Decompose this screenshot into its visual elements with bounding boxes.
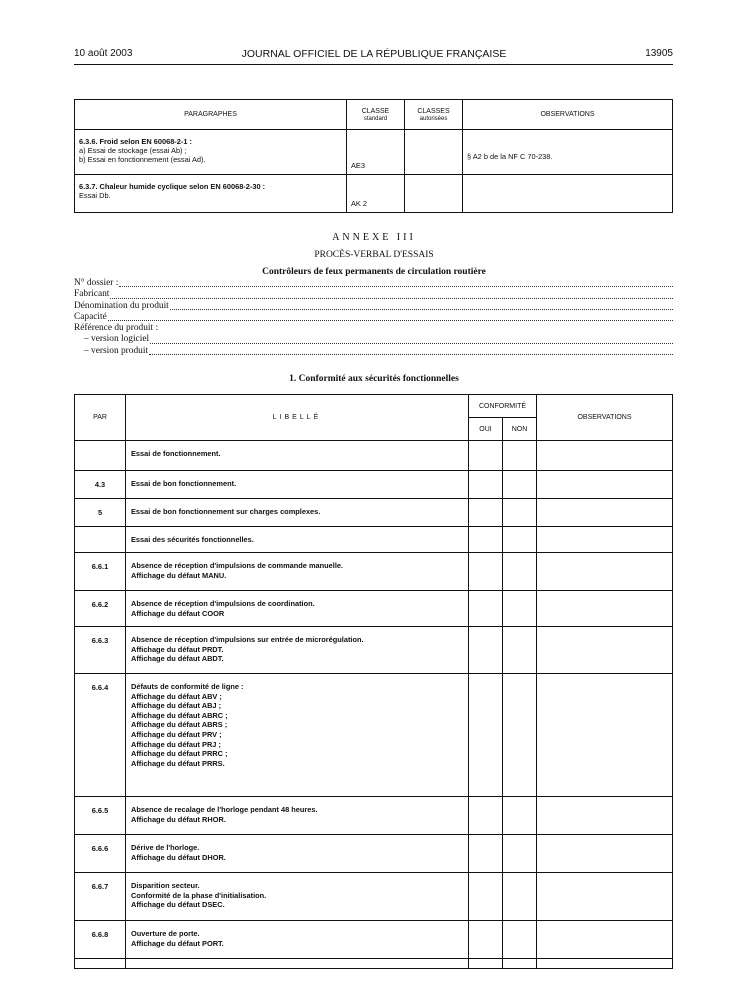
libelle-line: Essai de bon fonctionnement. [131,479,237,488]
non-cell[interactable] [503,959,537,969]
oui-cell[interactable] [469,441,503,471]
field-dotted-line [110,297,673,299]
conformity-row [75,527,673,553]
libelle-line: Affichage du défaut RHOR. [131,814,226,824]
conformity-row [75,627,673,674]
non-cell[interactable] [503,527,537,553]
par-cell [75,959,126,969]
libelle-line: Affichage du défaut ABDT. [131,654,224,664]
libelle-line: Affichage du défaut PRDT. [131,644,224,654]
header-date: 10 août 2003 [74,48,133,59]
classe-standard-cell: AK 2 [347,175,405,213]
header-journal-title: JOURNAL OFFICIEL DE LA RÉPUBLIQUE FRANÇAISE [241,48,507,60]
field-label: – version logiciel [84,334,150,345]
section-title: 1. Conformité aux sécurités fonctionnelles [289,374,459,384]
libelle-line: Affichage du défaut ABRC ; [131,710,228,720]
par-cell: 5 [75,499,126,527]
par-cell: 6.6.6 [75,835,126,873]
annex-heading: Contrôleurs de feux permanents de circulation routière [262,267,486,277]
field-dotted-line [150,342,673,344]
dossier-fields [74,278,673,357]
conformity-row [75,674,673,797]
conformity-row [75,591,673,627]
libelle-line: Absence de réception d'impulsions de commande manuelle. [131,561,344,570]
classification-row [75,175,673,213]
observation-cell[interactable] [537,797,673,835]
field-dotted-line [149,353,673,355]
par-cell: 6.6.2 [75,591,126,627]
libelle-line: Affichage du défaut ABJ ; [131,701,222,711]
par-cell: 6.6.5 [75,797,126,835]
libelle-line: Absence de réception d'impulsions sur entrée de microrégulation. [131,635,364,644]
libelle-cell [126,797,469,835]
field-label: Capacité [74,311,107,322]
col-classe-standard: CLASSE standard [347,100,405,130]
paragraph-cell [75,130,347,175]
libelle-line: Affichage du défaut DSEC. [131,900,225,910]
libelle-cell [126,873,469,921]
libelle-cell [126,471,469,499]
col-par: PAR [75,395,126,441]
libelle-line: Absence de réception d'impulsions de coordination. [131,599,315,608]
libelle-line: Absence de recalage de l'horloge pendant 48 heures. [131,805,318,814]
conformity-row [75,873,673,921]
libelle-line: Ouverture de porte. [131,929,200,938]
field-dotted-line [170,308,673,310]
oui-cell[interactable] [469,835,503,873]
par-cell: 6.6.8 [75,921,126,959]
observation-cell[interactable] [537,441,673,471]
libelle-line: Affichage du défaut PRRS. [131,758,225,768]
libelle-line: Affichage du défaut COOR [131,608,225,618]
non-cell[interactable] [503,591,537,627]
non-cell[interactable] [503,674,537,797]
col-observations-main: OBSERVATIONS [537,395,673,441]
libelle-cell [126,499,469,527]
classes-autorisees-cell [405,175,463,213]
oui-cell[interactable] [469,873,503,921]
libelle-line: Disparition secteur. [131,881,200,890]
conformity-row [75,921,673,959]
oui-cell[interactable] [469,797,503,835]
libelle-line: Affichage du défaut ABV ; [131,691,222,701]
field-dotted-line [119,285,673,287]
libelle-cell [126,591,469,627]
observation-cell[interactable] [537,873,673,921]
classification-row [75,130,673,175]
paragraph-line: Essai Db. [79,191,111,200]
libelle-line: Affichage du défaut PRV ; [131,729,222,739]
field-label: Référence du produit : [74,323,159,334]
observation-cell[interactable] [537,674,673,797]
non-cell[interactable] [503,471,537,499]
non-cell[interactable] [503,873,537,921]
classes-autorisees-cell [405,130,463,175]
observation-cell[interactable] [537,499,673,527]
classe-standard-cell: AE3 [347,130,405,175]
dossier-field [74,289,673,300]
col-conformite: CONFORMITÉ [469,395,537,418]
libelle-cell [126,921,469,959]
observation-cell[interactable] [537,527,673,553]
observation-cell[interactable] [537,835,673,873]
field-label: N° dossier : [74,278,119,288]
observation-cell[interactable] [537,959,673,969]
conformity-row [75,959,673,969]
libelle-cell [126,674,469,797]
oui-cell[interactable] [469,921,503,959]
oui-cell[interactable] [469,627,503,674]
par-cell [75,527,126,553]
libelle-line: Essai de fonctionnement. [131,449,221,458]
observation-cell[interactable] [537,921,673,959]
oui-cell[interactable] [469,553,503,591]
paragraph-title: 6.3.6. Froid selon EN 60068-2-1 : [79,137,192,146]
libelle-cell [126,627,469,674]
paragraph-title: 6.3.7. Chaleur humide cyclique selon EN 60068-2-30 : [79,182,266,191]
libelle-line: Défauts de conformité de ligne : [131,682,244,691]
libelle-cell [126,527,469,553]
observation-cell [463,175,673,213]
par-cell: 6.6.7 [75,873,126,921]
dossier-field [74,346,673,357]
libelle-cell [126,959,469,969]
oui-cell[interactable] [469,591,503,627]
libelle-line: Affichage du défaut PORT. [131,938,224,948]
col-classes-autorisees: CLASSES autorisées [405,100,463,130]
col-oui: OUI [469,418,503,441]
oui-cell[interactable] [469,499,503,527]
conformity-row [75,471,673,499]
oui-cell[interactable] [469,471,503,499]
dossier-field [74,278,673,289]
par-cell: 4.3 [75,471,126,499]
dossier-field [74,334,673,345]
libelle-line: Essai de bon fonctionnement sur charges complexes. [131,507,321,516]
libelle-cell [126,553,469,591]
field-label: Fabricant [74,289,110,300]
par-cell: 6.6.1 [75,553,126,591]
libelle-line: Dérive de l'horloge. [131,843,200,852]
header-rule [74,64,673,65]
col-libelle: LIBELLÉ [126,395,469,441]
observation-cell[interactable] [537,471,673,499]
paragraph-line: a) Essai de stockage (essai Ab) ; [79,146,187,155]
dossier-field [74,301,673,312]
non-cell[interactable] [503,627,537,674]
libelle-line: Affichage du défaut DHOR. [131,852,226,862]
libelle-line: Affichage du défaut PRJ ; [131,739,221,749]
col-paragraphes: PARAGRAPHES [75,100,347,130]
non-cell[interactable] [503,835,537,873]
conformity-row [75,499,673,527]
header-page-number: 13905 [645,48,673,59]
paragraph-line: b) Essai en fonctionnement (essai Ad). [79,155,206,164]
dossier-field [74,312,673,323]
observation-cell[interactable] [537,591,673,627]
libelle-cell [126,835,469,873]
col-observations: OBSERVATIONS [463,100,673,130]
libelle-cell [126,441,469,471]
libelle-line: Affichage du défaut PRRC ; [131,749,228,759]
libelle-line: Essai des sécurités fonctionnelles. [131,535,254,544]
non-cell[interactable] [503,797,537,835]
libelle-line: Affichage du défaut ABRS ; [131,720,228,730]
libelle-line: Conformité de la phase d'initialisation. [131,890,267,900]
observation-cell[interactable] [537,553,673,591]
classification-table [74,99,673,213]
observation-cell: § A2 b de la NF C 70-238. [463,130,673,175]
observation-cell[interactable] [537,627,673,674]
field-dotted-line [108,319,673,321]
non-cell[interactable] [503,553,537,591]
par-cell [75,441,126,471]
field-label: Dénomination du produit [74,300,169,311]
conformity-row [75,553,673,591]
dossier-field [74,323,673,334]
annex-title: ANNEXE III [332,232,416,243]
oui-cell[interactable] [469,959,503,969]
oui-cell[interactable] [469,674,503,797]
libelle-line: Affichage du défaut MANU. [131,570,227,580]
paragraph-cell [75,175,347,213]
conformity-row [75,441,673,471]
par-cell: 6.6.4 [75,674,126,797]
non-cell[interactable] [503,921,537,959]
col-non: NON [503,418,537,441]
conformity-table [74,394,673,969]
non-cell[interactable] [503,441,537,471]
oui-cell[interactable] [469,527,503,553]
non-cell[interactable] [503,499,537,527]
conformity-row [75,797,673,835]
conformity-row [75,835,673,873]
annex-subtitle: PROCÈS-VERBAL D'ESSAIS [314,250,434,260]
field-label: – version produit [84,345,149,356]
par-cell: 6.6.3 [75,627,126,674]
